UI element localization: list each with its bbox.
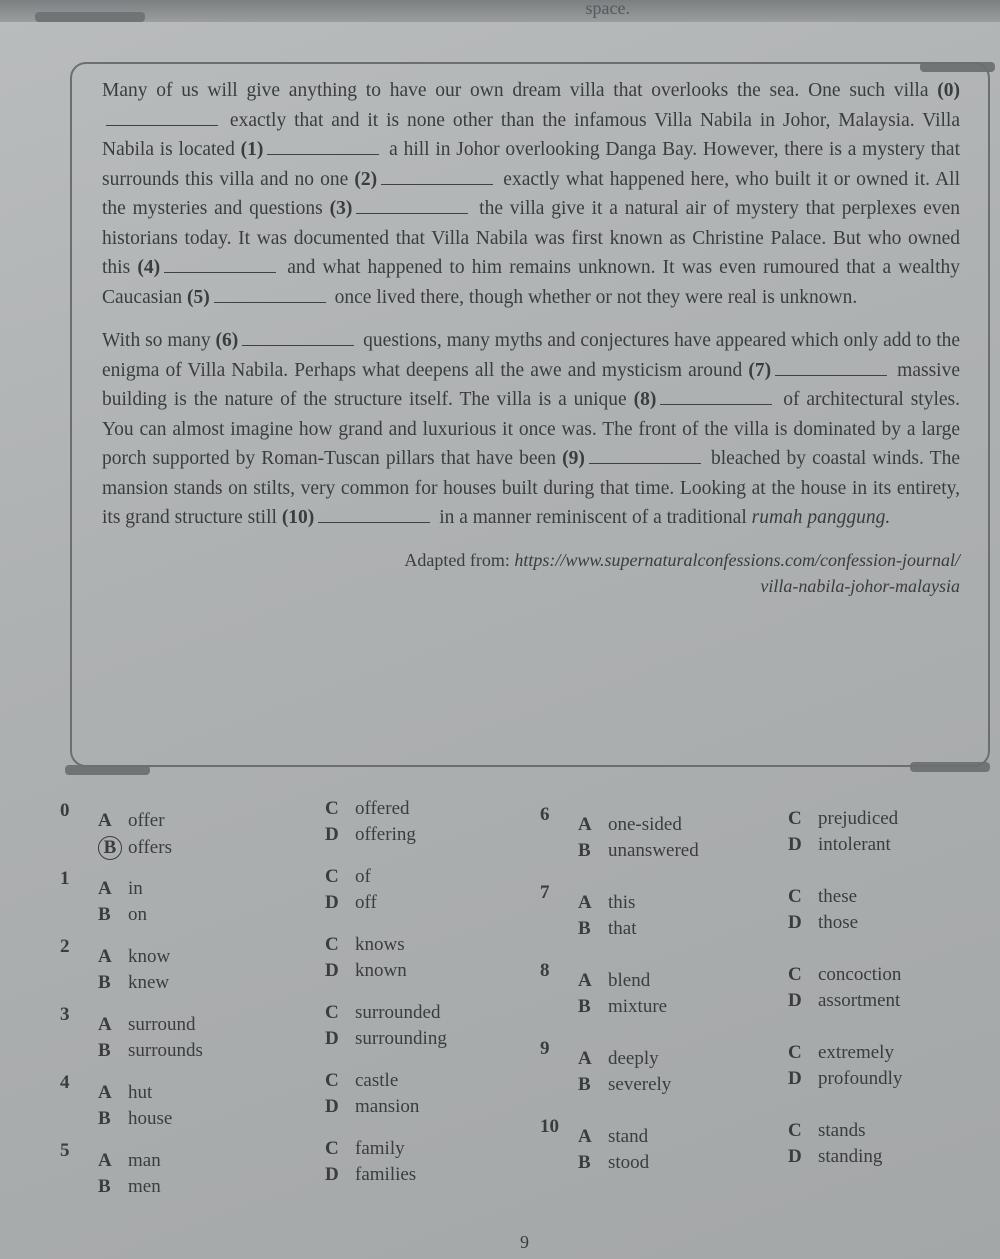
option-letter: A (98, 878, 112, 899)
blank-line (356, 195, 468, 214)
option-c[interactable] (325, 1138, 405, 1160)
option-a[interactable] (578, 892, 635, 914)
option-text: family (355, 1138, 405, 1159)
option-a[interactable] (578, 970, 650, 992)
option-letter: A (98, 1014, 112, 1035)
text: the villa give it a natural air of mystery that perplexes even historians today. It was documented that Villa Nabila was first known as Christine Palace. But who owned this (102, 198, 961, 278)
option-text: this (608, 892, 636, 913)
question-3 (60, 1004, 500, 1064)
question-number: 6 (540, 804, 550, 825)
option-letter: A (578, 970, 592, 991)
option-letter: C (325, 798, 339, 819)
option-d[interactable] (325, 892, 377, 914)
option-text: men (128, 1176, 161, 1197)
question-9 (540, 1038, 980, 1098)
blank-number: (2) (354, 168, 378, 190)
text: With so many (102, 330, 211, 351)
blank-number: (8) (633, 389, 657, 410)
blank-line (318, 504, 430, 523)
option-letter: D (788, 834, 802, 855)
option-d[interactable] (325, 1096, 419, 1118)
option-text: knows (355, 934, 405, 955)
option-c[interactable] (325, 1002, 440, 1024)
option-letter: B (98, 1040, 111, 1061)
question-2 (60, 936, 500, 996)
option-text: families (355, 1164, 417, 1185)
option-text: mansion (355, 1096, 420, 1117)
option-text: severely (608, 1074, 672, 1095)
question-6 (540, 804, 980, 864)
question-0 (60, 800, 500, 860)
option-letter: B (98, 1176, 111, 1197)
option-text: house (128, 1108, 173, 1129)
option-letter: B (578, 1074, 591, 1095)
question-number: 9 (540, 1038, 550, 1059)
option-text: unanswered (608, 840, 699, 861)
option-text: man (128, 1150, 161, 1171)
option-text: intolerant (818, 834, 891, 855)
blank-line (164, 254, 276, 273)
option-letter: D (788, 1068, 802, 1089)
option-c[interactable] (788, 886, 857, 908)
blank-number: (5) (187, 286, 210, 308)
option-b[interactable] (98, 1108, 172, 1130)
option-text: surround (128, 1014, 196, 1035)
text: bleached by coastal winds. The mansion stands on stilts, very common for houses built during that time. Looking at the house in its entirety, its grand structure still (102, 448, 960, 528)
option-letter: D (325, 960, 339, 981)
option-letter: C (788, 964, 802, 985)
option-a[interactable] (98, 946, 170, 968)
option-letter: D (325, 1028, 339, 1049)
paragraph-1 (102, 76, 960, 312)
option-b[interactable] (578, 1074, 671, 1096)
option-text: surrounded (355, 1002, 441, 1023)
question-number: 7 (540, 882, 550, 903)
question-number: 3 (60, 1004, 70, 1025)
option-letter: D (788, 1146, 802, 1167)
question-number: 2 (60, 936, 70, 957)
option-d[interactable] (788, 1146, 882, 1168)
option-letter: B (578, 996, 591, 1017)
option-c[interactable] (325, 798, 410, 820)
option-b[interactable] (98, 1040, 203, 1062)
question-8 (540, 960, 980, 1020)
option-a[interactable] (578, 814, 682, 836)
option-letter: C (325, 934, 339, 955)
option-letter: D (325, 824, 339, 845)
option-text: mixture (608, 996, 668, 1017)
option-text: in (128, 878, 143, 899)
option-b[interactable] (578, 1152, 649, 1174)
blank-line (242, 327, 354, 346)
option-text: standing (818, 1146, 883, 1167)
option-text: that (608, 918, 637, 939)
option-text: those (818, 912, 859, 933)
option-a[interactable] (98, 878, 143, 900)
option-a[interactable] (98, 1082, 152, 1104)
question-number: 0 (60, 800, 70, 821)
blank-line (660, 386, 772, 405)
circled-answer-letter: B (98, 836, 122, 860)
option-letter: D (325, 1164, 339, 1185)
option-a[interactable] (98, 1150, 161, 1172)
option-text: one-sided (608, 814, 682, 835)
option-text: concoction (818, 964, 902, 985)
option-letter: A (98, 1150, 112, 1171)
option-letter: A (98, 810, 112, 831)
question-4 (60, 1072, 500, 1132)
option-letter: D (788, 990, 802, 1011)
source-url: https://www.supernaturalconfessions.com/confession-journal/ (514, 549, 960, 570)
blank-number: (0) (937, 80, 960, 101)
option-text: stands (818, 1120, 866, 1141)
option-text: of (355, 866, 371, 887)
option-d[interactable] (788, 912, 858, 934)
option-b[interactable] (98, 972, 169, 994)
option-letter: B (578, 1152, 591, 1173)
text: in a manner reminiscent of a traditional (439, 507, 747, 528)
option-text: know (128, 946, 171, 967)
question-number: 10 (540, 1116, 559, 1137)
page-number: 9 (520, 1232, 529, 1252)
text: exactly what happened here, who built it or owned it. All the mysteries and questions (102, 168, 960, 219)
option-text: profoundly (818, 1068, 903, 1089)
option-a[interactable] (578, 1048, 659, 1070)
blank-line (775, 357, 887, 376)
blank-number: (1) (240, 139, 264, 160)
source-label: Adapted from: (404, 549, 510, 570)
option-text: offering (355, 824, 416, 845)
option-c[interactable] (788, 1120, 866, 1142)
blank-line (267, 136, 379, 155)
option-text: these (818, 886, 858, 907)
option-text: offers (128, 837, 172, 858)
text: massive building is the nature of the structure itself. The villa is a unique (102, 359, 960, 410)
option-letter: C (788, 1042, 802, 1063)
option-text: castle (355, 1070, 399, 1091)
text: once lived there, though whether or not they were real is unknown. (334, 286, 858, 308)
option-text: stood (608, 1152, 650, 1173)
option-letter: A (578, 1048, 592, 1069)
option-c[interactable] (788, 964, 901, 986)
cut-off-text: space. (585, 0, 630, 18)
option-b[interactable] (98, 836, 172, 860)
option-a[interactable] (98, 1014, 196, 1036)
question-10 (540, 1116, 980, 1176)
option-c[interactable] (788, 808, 898, 830)
option-letter: A (98, 946, 112, 967)
question-1 (60, 868, 500, 928)
question-number: 8 (540, 960, 550, 981)
previous-page-edge (0, 0, 1000, 22)
option-letter: A (578, 892, 592, 913)
passage-box (70, 62, 990, 767)
option-letter: A (578, 1126, 592, 1147)
option-text: stand (608, 1126, 649, 1147)
option-b[interactable] (578, 918, 637, 940)
question-5 (60, 1140, 500, 1200)
option-letter: C (788, 808, 802, 829)
text: of architectural styles. You can almost imagine how grand and luxurious it once was. The front of the villa is dominated by a large porch supported by Roman-Tuscan pillars that have been (102, 389, 960, 469)
source-url: villa-nabila-johor-malaysia (760, 575, 960, 596)
option-letter: B (98, 972, 111, 993)
option-d[interactable] (788, 1068, 902, 1090)
option-a[interactable] (578, 1126, 648, 1148)
option-d[interactable] (788, 990, 900, 1012)
option-c[interactable] (325, 866, 371, 888)
text: questions, many myths and conjectures have appeared which only add to the enigma of Villa Nabila. Perhaps what deepens all the awe and mysticism around (102, 330, 961, 381)
question-number: 1 (60, 868, 70, 889)
option-text: offered (355, 798, 410, 819)
option-text: knew (128, 972, 170, 993)
blank-line (381, 166, 493, 185)
blank-line (106, 107, 218, 126)
option-a[interactable] (98, 810, 165, 832)
option-letter: D (325, 1096, 339, 1117)
blank-number: (6) (215, 330, 239, 351)
option-letter: B (578, 918, 591, 939)
option-letter: C (325, 1070, 339, 1091)
text: Many of us will give anything to have our own dream villa that overlooks the sea. One such villa (102, 80, 929, 101)
decorative-bar-top-left (35, 12, 145, 22)
option-b[interactable] (98, 904, 147, 926)
option-letter: A (578, 814, 592, 835)
option-text: blend (608, 970, 651, 991)
option-d[interactable] (788, 834, 891, 856)
option-b[interactable] (578, 996, 667, 1018)
option-c[interactable] (325, 934, 405, 956)
option-text: extremely (818, 1042, 894, 1063)
option-letter: C (788, 886, 802, 907)
option-letter: C (325, 1138, 339, 1159)
option-d[interactable] (325, 1164, 416, 1186)
option-letter: D (325, 892, 339, 913)
text: a hill in Johor overlooking Danga Bay. However, there is a mystery that surrounds this villa and no one (102, 139, 961, 190)
blank-line (214, 284, 326, 303)
option-letter: B (98, 1108, 111, 1129)
option-d[interactable] (325, 824, 416, 846)
paragraph-2 (102, 326, 960, 533)
option-text: on (128, 904, 147, 925)
blank-number: (9) (562, 448, 585, 469)
option-b[interactable] (98, 1176, 161, 1198)
option-text: surrounding (355, 1028, 447, 1049)
text: and what happened to him remains unknown. It was even rumoured that a wealthy Caucasian (102, 257, 960, 308)
option-c[interactable] (788, 1042, 894, 1064)
option-letter: A (98, 1082, 112, 1103)
option-d[interactable] (325, 960, 407, 982)
option-b[interactable] (578, 840, 699, 862)
blank-number: (10) (281, 507, 315, 528)
option-letter: C (325, 1002, 339, 1023)
option-text: known (355, 960, 407, 981)
option-text: assortment (818, 990, 901, 1011)
option-d[interactable] (325, 1028, 447, 1050)
option-letter: C (325, 866, 339, 887)
option-letter: B (578, 840, 591, 861)
blank-number: (3) (329, 198, 353, 219)
option-letter: D (788, 912, 802, 933)
option-text: surrounds (128, 1040, 203, 1061)
blank-number: (7) (748, 359, 772, 381)
blank-line (589, 445, 701, 464)
option-letter: C (788, 1120, 802, 1141)
question-number: 4 (60, 1072, 70, 1093)
option-text: offer (128, 810, 165, 831)
option-text: prejudiced (818, 808, 899, 829)
question-number: 5 (60, 1140, 70, 1161)
option-text: hut (128, 1082, 153, 1103)
option-letter: B (98, 904, 111, 925)
option-text: deeply (608, 1048, 659, 1069)
text: exactly that and it is none other than the infamous Villa Nabila in Johor, Malaysia. Villa Nabila is located (102, 109, 960, 160)
blank-number: (4) (137, 257, 161, 278)
option-text: off (355, 892, 377, 913)
question-7 (540, 882, 980, 942)
italic-term: rumah panggung. (751, 507, 891, 528)
option-c[interactable] (325, 1070, 398, 1092)
source-citation (102, 547, 960, 599)
